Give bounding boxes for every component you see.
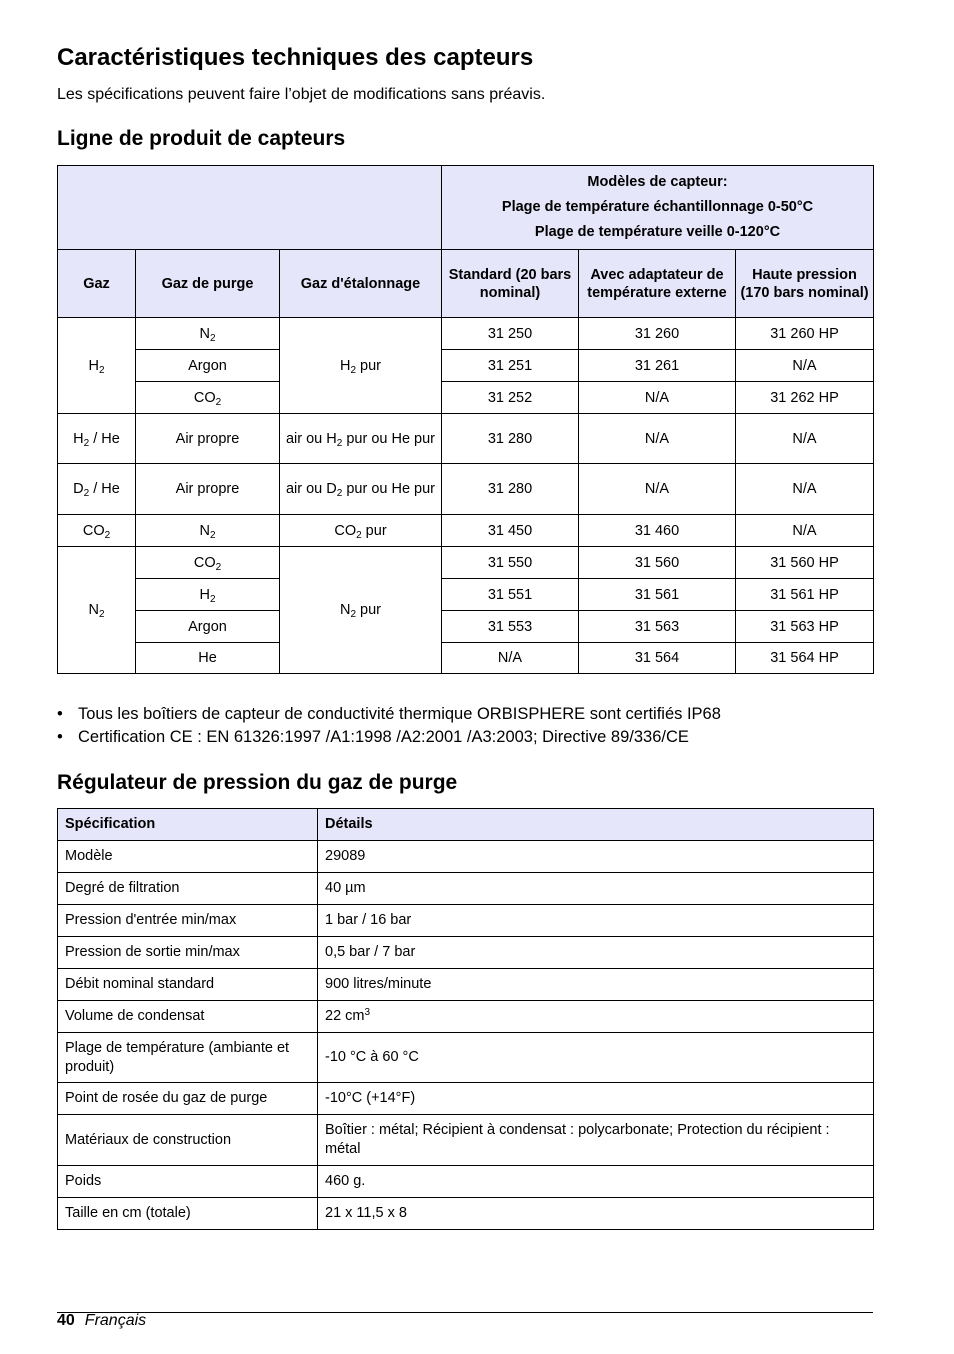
purge-cell: Argon bbox=[136, 350, 280, 382]
column-header-row bbox=[58, 250, 874, 318]
gas-cell: $D_2$ / He bbox=[58, 464, 136, 515]
adapter-cell: N/A bbox=[579, 382, 736, 414]
high-pressure-cell: N/A bbox=[736, 464, 874, 515]
high-pressure-cell: 31 262 HP bbox=[736, 382, 874, 414]
details-cell: -10 °C à 60 °C bbox=[318, 1033, 874, 1083]
calibration-cell: $N_2$ pur bbox=[280, 547, 442, 674]
empty-header-cell bbox=[58, 166, 442, 250]
high-pressure-cell: 31 561 HP bbox=[736, 579, 874, 611]
details-cell: Boîtier : métal; Récipient à condensat : polycarbonate; Protection du récipient : métal bbox=[318, 1115, 874, 1166]
standard-cell: 31 550 bbox=[442, 547, 579, 579]
details-cell: 460 g. bbox=[318, 1166, 874, 1198]
spec-cell: Poids bbox=[58, 1166, 318, 1198]
spec-cell: Taille en cm (totale) bbox=[58, 1198, 318, 1230]
standard-cell: 31 450 bbox=[442, 515, 579, 547]
table-row bbox=[58, 841, 874, 873]
purge-cell: $N_2$ bbox=[136, 318, 280, 350]
purge-cell: $CO_2$ bbox=[136, 382, 280, 414]
standard-cell: 31 252 bbox=[442, 382, 579, 414]
details-cell: 900 litres/minute bbox=[318, 969, 874, 1001]
table-row bbox=[58, 382, 874, 414]
page-number: 40 bbox=[57, 1312, 75, 1329]
table-row bbox=[58, 318, 874, 350]
spec-cell: Point de rosée du gaz de purge bbox=[58, 1083, 318, 1115]
adapter-cell: N/A bbox=[579, 464, 736, 515]
spec-cell: Degré de filtration bbox=[58, 873, 318, 905]
standard-cell: 31 251 bbox=[442, 350, 579, 382]
sensor-product-table bbox=[57, 165, 874, 674]
col-header-details: Détails bbox=[318, 809, 874, 841]
high-pressure-cell: 31 564 HP bbox=[736, 643, 874, 674]
table-row bbox=[58, 547, 874, 579]
regulator-spec-table bbox=[57, 808, 874, 1230]
regulator-header-row bbox=[58, 809, 874, 841]
high-pressure-cell: N/A bbox=[736, 350, 874, 382]
table-row bbox=[58, 350, 874, 382]
col-header-calibration: Gaz d'étalonnage bbox=[280, 250, 442, 318]
table-row bbox=[58, 1198, 874, 1230]
table-row bbox=[58, 905, 874, 937]
details-cell: 21 x 11,5 x 8 bbox=[318, 1198, 874, 1230]
standard-cell: N/A bbox=[442, 643, 579, 674]
purge-cell: Argon bbox=[136, 611, 280, 643]
page-footer bbox=[57, 1312, 146, 1330]
spec-cell: Pression de sortie min/max bbox=[58, 937, 318, 969]
models-header-line: Plage de température veille 0-120°C bbox=[534, 224, 781, 240]
section-title-sensors: Ligne de produit de capteurs bbox=[57, 127, 346, 150]
details-cell: 40 µm bbox=[318, 873, 874, 905]
table-row bbox=[58, 937, 874, 969]
adapter-cell: 31 561 bbox=[579, 579, 736, 611]
table-row bbox=[58, 579, 874, 611]
purge-cell: Air propre bbox=[136, 414, 280, 464]
table-row bbox=[58, 1083, 874, 1115]
models-header-cell bbox=[442, 166, 874, 250]
table-row bbox=[58, 1166, 874, 1198]
adapter-cell: N/A bbox=[579, 414, 736, 464]
details-cell: 0,5 bar / 7 bar bbox=[318, 937, 874, 969]
details-cell: 1 bar / 16 bar bbox=[318, 905, 874, 937]
table-row bbox=[58, 515, 874, 547]
spec-cell: Plage de température (ambiante et produit) bbox=[58, 1033, 318, 1083]
models-header-line: Plage de température échantillonnage 0-50°C bbox=[501, 199, 814, 215]
purge-cell: Air propre bbox=[136, 464, 280, 515]
gas-cell: $H_2$ bbox=[58, 318, 136, 414]
adapter-cell: 31 563 bbox=[579, 611, 736, 643]
adapter-cell: 31 261 bbox=[579, 350, 736, 382]
high-pressure-cell: 31 260 HP bbox=[736, 318, 874, 350]
table-row bbox=[58, 414, 874, 464]
list-item: • Tous les boîtiers de capteur de conductivité thermique ORBISPHERE sont certifiés IP68 bbox=[57, 703, 721, 726]
col-header-gas: Gaz bbox=[58, 250, 136, 318]
table-row bbox=[58, 1115, 874, 1166]
spec-cell: Modèle bbox=[58, 841, 318, 873]
calibration-cell: air ou $H_2$ pur ou He pur bbox=[280, 414, 442, 464]
gas-cell: $N_2$ bbox=[58, 547, 136, 674]
standard-cell: 31 280 bbox=[442, 464, 579, 515]
adapter-cell: 31 564 bbox=[579, 643, 736, 674]
table-row bbox=[58, 611, 874, 643]
footer-language: Français bbox=[84, 1312, 147, 1329]
col-header-adapter: Avec adaptateur de température externe bbox=[579, 250, 736, 318]
details-cell: -10°C (+14°F) bbox=[318, 1083, 874, 1115]
gas-cell: $H_2$ / He bbox=[58, 414, 136, 464]
standard-cell: 31 553 bbox=[442, 611, 579, 643]
calibration-cell: $CO_2$ pur bbox=[280, 515, 442, 547]
adapter-cell: 31 560 bbox=[579, 547, 736, 579]
details-cell: 29089 bbox=[318, 841, 874, 873]
high-pressure-cell: N/A bbox=[736, 414, 874, 464]
standard-cell: 31 250 bbox=[442, 318, 579, 350]
details-cell: 22 $cm^3$ bbox=[318, 1001, 874, 1033]
purge-cell: $H_2$ bbox=[136, 579, 280, 611]
models-header-line: Modèles de capteur: bbox=[587, 174, 728, 190]
purge-cell: $N_2$ bbox=[136, 515, 280, 547]
high-pressure-cell: 31 560 HP bbox=[736, 547, 874, 579]
calibration-cell: $H_2$ pur bbox=[280, 318, 442, 414]
table-row bbox=[58, 969, 874, 1001]
spec-cell: Volume de condensat bbox=[58, 1001, 318, 1033]
purge-cell: He bbox=[136, 643, 280, 674]
spec-cell: Pression d'entrée min/max bbox=[58, 905, 318, 937]
table-row bbox=[58, 643, 874, 674]
certification-list bbox=[57, 703, 721, 749]
standard-cell: 31 280 bbox=[442, 414, 579, 464]
adapter-cell: 31 260 bbox=[579, 318, 736, 350]
col-header-purge: Gaz de purge bbox=[136, 250, 280, 318]
models-header-row bbox=[58, 166, 874, 250]
table-row bbox=[58, 1001, 874, 1033]
adapter-cell: 31 460 bbox=[579, 515, 736, 547]
spec-cell: Matériaux de construction bbox=[58, 1115, 318, 1166]
section-title-regulator: Régulateur de pression du gaz de purge bbox=[57, 771, 458, 794]
standard-cell: 31 551 bbox=[442, 579, 579, 611]
footer-divider bbox=[57, 1312, 873, 1313]
page-title: Caractéristiques techniques des capteurs bbox=[57, 44, 534, 71]
gas-cell: $CO_2$ bbox=[58, 515, 136, 547]
col-header-spec: Spécification bbox=[58, 809, 318, 841]
table-row bbox=[58, 1033, 874, 1083]
high-pressure-cell: N/A bbox=[736, 515, 874, 547]
intro-text: Les spécifications peuvent faire l’objet de modifications sans préavis. bbox=[57, 86, 546, 103]
col-header-high-pressure: Haute pression (170 bars nominal) bbox=[736, 250, 874, 318]
table-row bbox=[58, 464, 874, 515]
high-pressure-cell: 31 563 HP bbox=[736, 611, 874, 643]
table-row bbox=[58, 873, 874, 905]
calibration-cell: air ou $D_2$ pur ou He pur bbox=[280, 464, 442, 515]
spec-cell: Débit nominal standard bbox=[58, 969, 318, 1001]
list-item: • Certification CE : EN 61326:1997 /A1:1998 /A2:2001 /A3:2003; Directive 89/336/CE bbox=[57, 726, 721, 749]
purge-cell: $CO_2$ bbox=[136, 547, 280, 579]
col-header-standard: Standard (20 bars nominal) bbox=[442, 250, 579, 318]
